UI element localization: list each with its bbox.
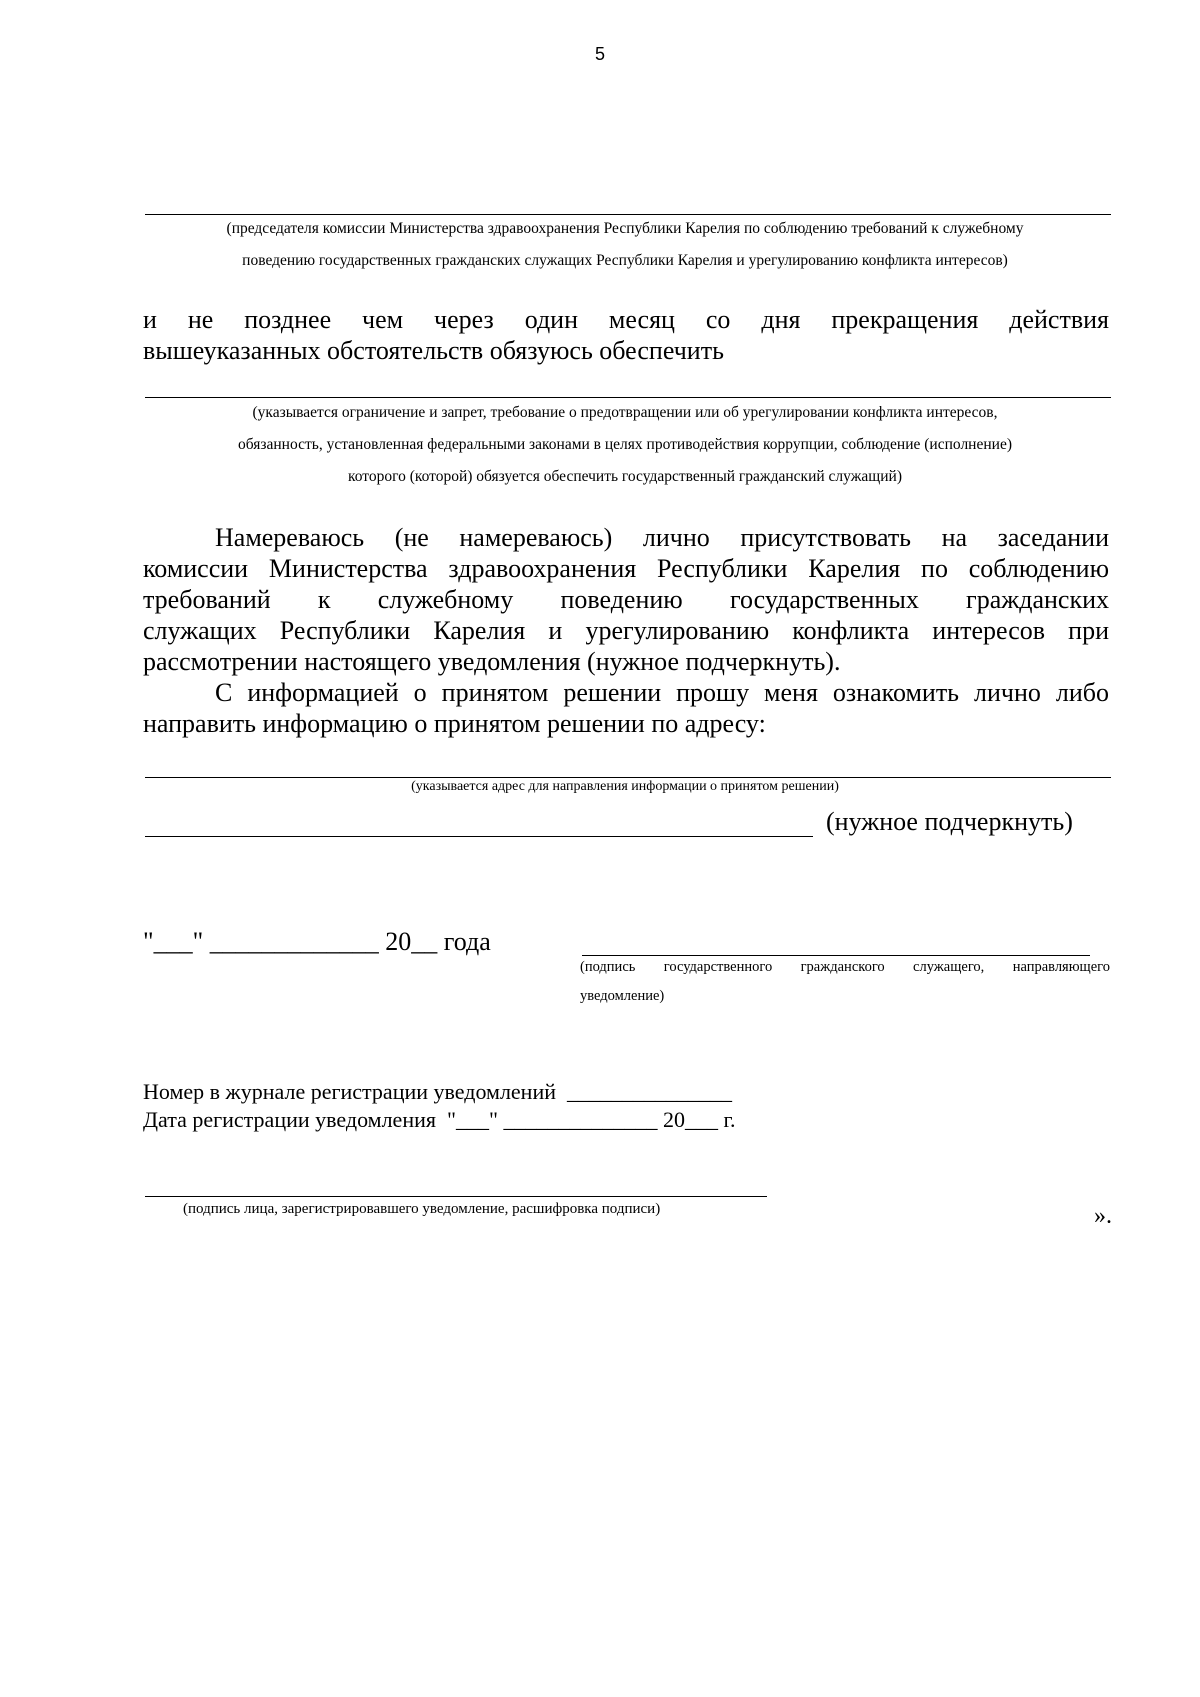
date-line: "___" _____________ 20__ года xyxy=(143,927,491,956)
attendance-line-4: служащих Республики Карелия и урегулированию конфликта интересов при xyxy=(143,616,1109,645)
address-line xyxy=(145,777,1111,778)
signature-caption-line-2: уведомление) xyxy=(580,988,665,1004)
chairman-caption-line-1: (председателя комиссии Министерства здравоохранения Республики Карелия по соблюдению требований к служебному xyxy=(226,220,1024,237)
attendance-line-2: комиссии Министерства здравоохранения Республики Карелия по соблюдению xyxy=(143,554,1109,583)
signature-caption xyxy=(580,953,1110,1011)
info-line-2: направить информацию о принятом решении по адресу: xyxy=(143,709,766,738)
attendance-line-5: рассмотрении настоящего уведомления (нужное подчеркнуть). xyxy=(143,647,841,676)
attendance-line-1: Намереваюсь (не намереваюсь) лично присутствовать на заседании xyxy=(215,523,1109,552)
commitment-paragraph xyxy=(143,304,1109,366)
info-line-1: С информацией о принятом решении прошу меня ознакомить лично либо xyxy=(215,678,1109,707)
underline-note: (нужное подчеркнуть) xyxy=(826,807,1073,836)
chairman-caption-line-2: поведению государственных гражданских служащих Республики Карелия и урегулированию конфликта интересов) xyxy=(242,252,1008,269)
attendance-line-3: требований к служебному поведению государственных гражданских xyxy=(143,585,1109,614)
restriction-caption-line-2: обязанность, установленная федеральными законами в целях противодействия коррупции, соблюдение (исполнение) xyxy=(237,436,1012,453)
restriction-caption-line-3: которого (которой) обязуется обеспечить государственный гражданский служащий) xyxy=(347,468,902,485)
commitment-line-1: и не позднее чем через один месяц со дня прекращения действия xyxy=(143,305,1109,334)
registrar-caption: (подпись лица, зарегистрировавшего уведомление, расшифровка подписи) xyxy=(183,1201,661,1217)
address-caption: (указывается адрес для направления информации о принятом решении) xyxy=(411,779,839,794)
attendance-paragraph xyxy=(143,522,1109,739)
journal-number-label: Номер в журнале регистрации уведомлений _______________ xyxy=(143,1079,733,1104)
restriction-caption-line-1: (указывается ограничение и запрет, требование о предотвращении или об урегулировании конфликта интересов, xyxy=(252,404,998,421)
page-number: 5 xyxy=(594,44,605,64)
commitment-line-2: вышеуказанных обстоятельств обязуюсь обеспечить xyxy=(143,336,724,365)
address-line-2 xyxy=(145,836,813,837)
chairman-caption xyxy=(135,213,1115,277)
signature-caption-line-1: (подпись государственного гражданского служащего, направляющего xyxy=(580,959,1110,975)
closing-mark: ». xyxy=(1094,1203,1112,1229)
registrar-signature-line xyxy=(145,1196,767,1197)
restriction-caption xyxy=(135,397,1115,493)
registration-date-label: Дата регистрации уведомления "___" ______________ 20___ г. xyxy=(143,1107,736,1132)
